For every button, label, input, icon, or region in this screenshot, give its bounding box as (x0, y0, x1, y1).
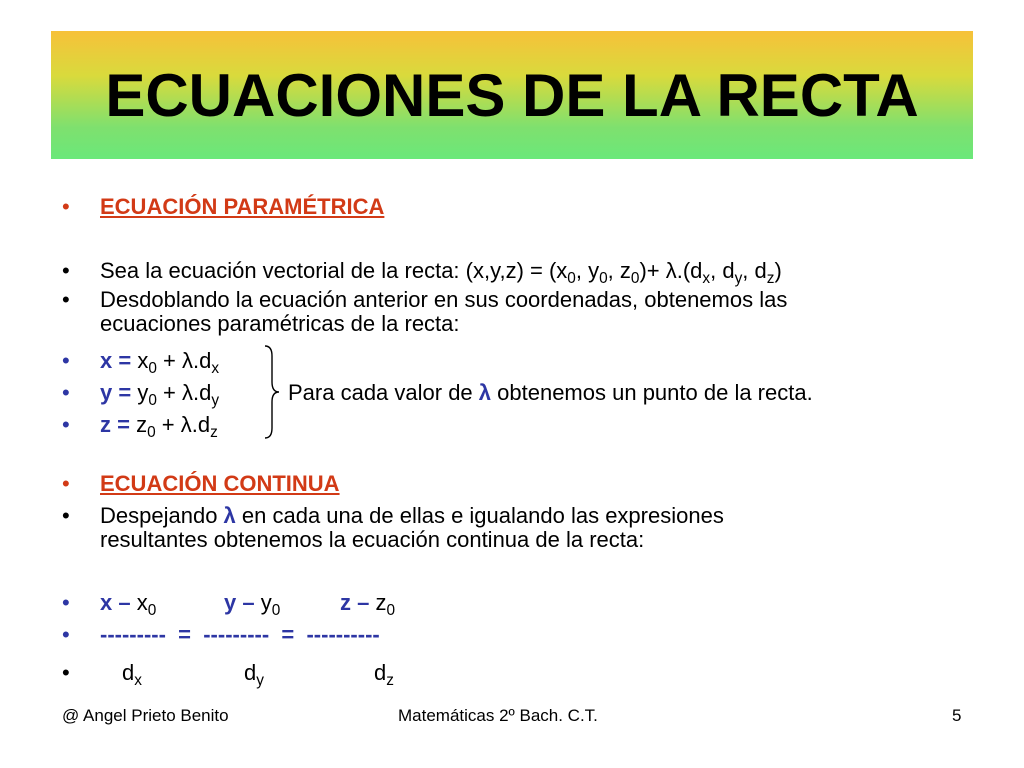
unfolding-text-2: ecuaciones paramétricas de la recta: (100, 311, 460, 336)
slide-title: ECUACIONES DE LA RECTA (105, 61, 919, 129)
denominator-y: $d_y$ (244, 660, 264, 689)
heading-text: ECUACIÓN CONTINUA (100, 471, 340, 496)
unfolding-text-1: Desdoblando la ecuación anterior en sus coordenadas, obtenemos las (100, 287, 788, 312)
bullet-icon: • (62, 258, 70, 283)
bullet-icon: • (62, 287, 70, 312)
heading-text: ECUACIÓN PARAMÉTRICA (100, 194, 385, 219)
bullet-icon: • (62, 348, 70, 373)
bullet-icon: • (62, 412, 70, 437)
denominator-x: $d_x$ (122, 660, 142, 689)
bullet-icon: • (62, 471, 70, 496)
bullet-icon: • (62, 660, 70, 685)
bullet-icon: • (62, 622, 70, 647)
footer-page-number: 5 (952, 706, 962, 725)
right-brace-icon (262, 344, 282, 440)
bullet-icon: • (62, 503, 70, 528)
footer-author: @ Angel Prieto Benito (62, 706, 229, 725)
denominator-z: $d_z$ (374, 660, 394, 689)
footer-course: Matemáticas 2º Bach. C.T. (398, 706, 598, 725)
bullet-icon: • (62, 590, 70, 615)
fraction-bars-text: --------- = --------- = ---------- (100, 622, 380, 647)
bullet-icon: • (62, 380, 70, 405)
numerator-x: x – $x_0$ (100, 590, 157, 619)
param-eq-z-text: $z = z_0 + \lambda.d_z$ (100, 412, 218, 441)
numerator-z: z – $z_0$ (340, 590, 396, 619)
title-banner (51, 31, 973, 159)
isolating-text-1: Despejando λ en cada una de ellas e igualando las expresiones (100, 503, 724, 528)
param-eq-y-text: $y = y_0 + \lambda.d_y$ (100, 380, 220, 409)
vector-equation-text: Sea la ecuación vectorial de la recta: $(x,y,z) = (x_0$, $y_0$, $z_0)+ \lambda.(d_x$, $d_y$, $d_z$) (100, 258, 782, 287)
param-eq-x-text: $x = x_0 + \lambda.d_x$ (100, 348, 220, 377)
numerator-y: y – $y_0$ (224, 590, 281, 619)
bullet-icon: • (62, 194, 70, 219)
parameter-note: Para cada valor de λ obtenemos un punto de la recta. (288, 380, 813, 405)
isolating-text-2: resultantes obtenemos la ecuación continua de la recta: (100, 527, 645, 552)
